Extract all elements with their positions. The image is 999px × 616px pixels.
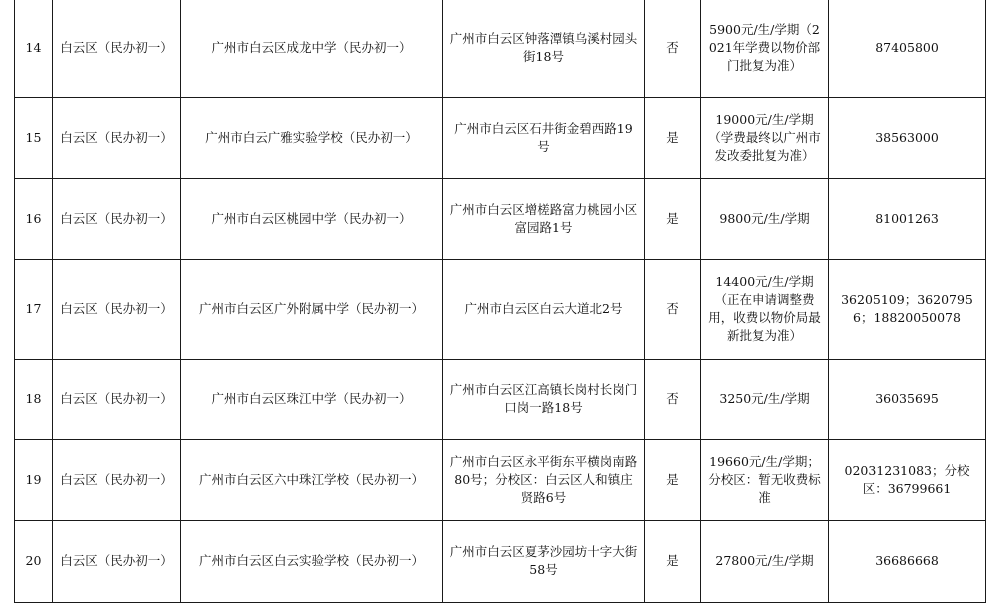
table-row xyxy=(15,178,986,259)
fee-cell: 19660元/生/学期；分校区：暂无收费标准 xyxy=(701,439,829,520)
address-cell: 广州市白云区夏茅沙园坊十字大街58号 xyxy=(443,520,645,602)
row-number-cell: 18 xyxy=(15,359,53,439)
school-name-cell: 广州市白云区广外附属中学（民办初一） xyxy=(181,259,443,359)
fee-cell: 14400元/生/学期（正在申请调整费用，收费以物价局最新批复为准） xyxy=(701,259,829,359)
district-cell: 白云区（民办初一） xyxy=(53,97,181,178)
boarding-cell: 是 xyxy=(645,97,701,178)
table-row xyxy=(15,97,986,178)
district-cell: 白云区（民办初一） xyxy=(53,439,181,520)
table-row xyxy=(15,439,986,520)
address-cell: 广州市白云区江高镇长岗村长岗门口岗一路18号 xyxy=(443,359,645,439)
boarding-cell: 否 xyxy=(645,0,701,97)
school-fee-table xyxy=(14,0,986,603)
address-cell: 广州市白云区白云大道北2号 xyxy=(443,259,645,359)
address-cell: 广州市白云区钟落潭镇乌溪村园头街18号 xyxy=(443,0,645,97)
table-row xyxy=(15,259,986,359)
boarding-cell: 是 xyxy=(645,439,701,520)
row-number-cell: 14 xyxy=(15,0,53,97)
table-row xyxy=(15,359,986,439)
table-row xyxy=(15,520,986,602)
row-number-cell: 19 xyxy=(15,439,53,520)
school-name-cell: 广州市白云广雅实验学校（民办初一） xyxy=(181,97,443,178)
fee-cell: 19000元/生/学期（学费最终以广州市发改委批复为准） xyxy=(701,97,829,178)
address-cell: 广州市白云区永平街东平横岗南路80号；分校区：白云区人和镇庄贤路6号 xyxy=(443,439,645,520)
row-number-cell: 17 xyxy=(15,259,53,359)
district-cell: 白云区（民办初一） xyxy=(53,178,181,259)
fee-cell: 27800元/生/学期 xyxy=(701,520,829,602)
address-cell: 广州市白云区石井街金碧西路19号 xyxy=(443,97,645,178)
table-row xyxy=(15,0,986,97)
address-cell: 广州市白云区增槎路富力桃园小区富园路1号 xyxy=(443,178,645,259)
phone-cell: 36205109；36207956；18820050078 xyxy=(829,259,986,359)
school-name-cell: 广州市白云区桃园中学（民办初一） xyxy=(181,178,443,259)
phone-cell: 36035695 xyxy=(829,359,986,439)
phone-cell: 87405800 xyxy=(829,0,986,97)
district-cell: 白云区（民办初一） xyxy=(53,359,181,439)
phone-cell: 81001263 xyxy=(829,178,986,259)
phone-cell: 36686668 xyxy=(829,520,986,602)
boarding-cell: 是 xyxy=(645,520,701,602)
fee-cell: 3250元/生/学期 xyxy=(701,359,829,439)
school-name-cell: 广州市白云区成龙中学（民办初一） xyxy=(181,0,443,97)
boarding-cell: 是 xyxy=(645,178,701,259)
school-name-cell: 广州市白云区白云实验学校（民办初一） xyxy=(181,520,443,602)
row-number-cell: 20 xyxy=(15,520,53,602)
school-name-cell: 广州市白云区六中珠江学校（民办初一） xyxy=(181,439,443,520)
school-name-cell: 广州市白云区珠江中学（民办初一） xyxy=(181,359,443,439)
fee-cell: 9800元/生/学期 xyxy=(701,178,829,259)
district-cell: 白云区（民办初一） xyxy=(53,0,181,97)
phone-cell: 38563000 xyxy=(829,97,986,178)
district-cell: 白云区（民办初一） xyxy=(53,520,181,602)
fee-cell: 5900元/生/学期（2021年学费以物价部门批复为准） xyxy=(701,0,829,97)
row-number-cell: 15 xyxy=(15,97,53,178)
row-number-cell: 16 xyxy=(15,178,53,259)
boarding-cell: 否 xyxy=(645,259,701,359)
district-cell: 白云区（民办初一） xyxy=(53,259,181,359)
phone-cell: 02031231083；分校区：36799661 xyxy=(829,439,986,520)
boarding-cell: 否 xyxy=(645,359,701,439)
